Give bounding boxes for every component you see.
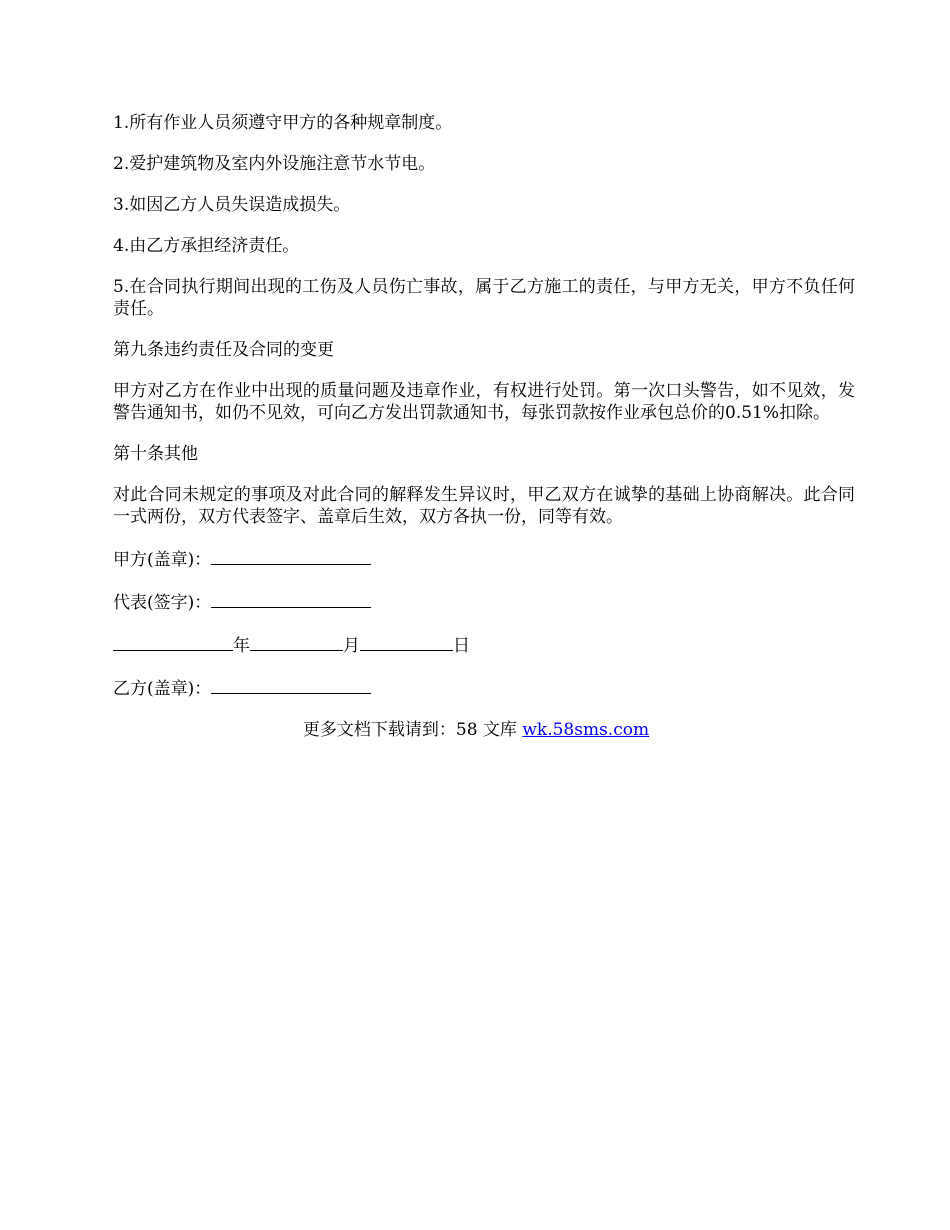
document-page [113,112,855,741]
date-row [113,633,855,657]
representative-label: 代表(签字)： [113,593,212,613]
representative-blank [211,590,371,608]
footer [113,719,839,741]
clause-item-4: 4.由乙方承担经济责任。 [113,236,300,256]
year-label: 年 [233,636,250,656]
day-label: 日 [453,636,470,656]
section-9-body: 甲方对乙方在作业中出现的质量问题及违章作业，有权进行处罚。第一次口头警告，如不见效，发警告通知书，如仍不见效，可向乙方发出罚款通知书，每张罚款按作业承包总价的0.51%扣除。 [113,381,855,423]
month-label: 月 [343,636,360,656]
month-blank [250,633,343,651]
clause-item-1: 1.所有作业人员须遵守甲方的各种规章制度。 [113,113,453,133]
clause-item-2: 2.爱护建筑物及室内外设施注意节水节电。 [113,154,436,174]
day-blank [360,633,453,651]
clause-item-5: 5.在合同执行期间出现的工伤及人员伤亡事故，属于乙方施工的责任，与甲方无关，甲方不负任何责任。 [113,277,855,319]
party-a-label: 甲方(盖章)： [113,550,212,570]
party-b-blank [211,676,371,694]
party-a-blank [211,547,371,565]
footer-text: 更多文档下载请到：58 文库 [302,720,523,740]
section-9-heading: 第九条违约责任及合同的变更 [113,340,334,360]
year-blank [113,633,233,651]
party-a-signature-row [113,547,855,571]
party-b-label: 乙方(盖章)： [113,679,212,699]
section-10-body: 对此合同未规定的事项及对此合同的解释发生异议时，甲乙双方在诚挚的基础上协商解决。此合同一式两份，双方代表签字、盖章后生效，双方各执一份，同等有效。 [113,485,855,527]
representative-signature-row [113,590,855,614]
clause-item-3: 3.如因乙方人员失误造成损失。 [113,195,351,215]
section-10-heading: 第十条其他 [113,444,198,464]
footer-link[interactable]: wk.58sms.com [522,720,650,740]
party-b-signature-row [113,676,855,700]
